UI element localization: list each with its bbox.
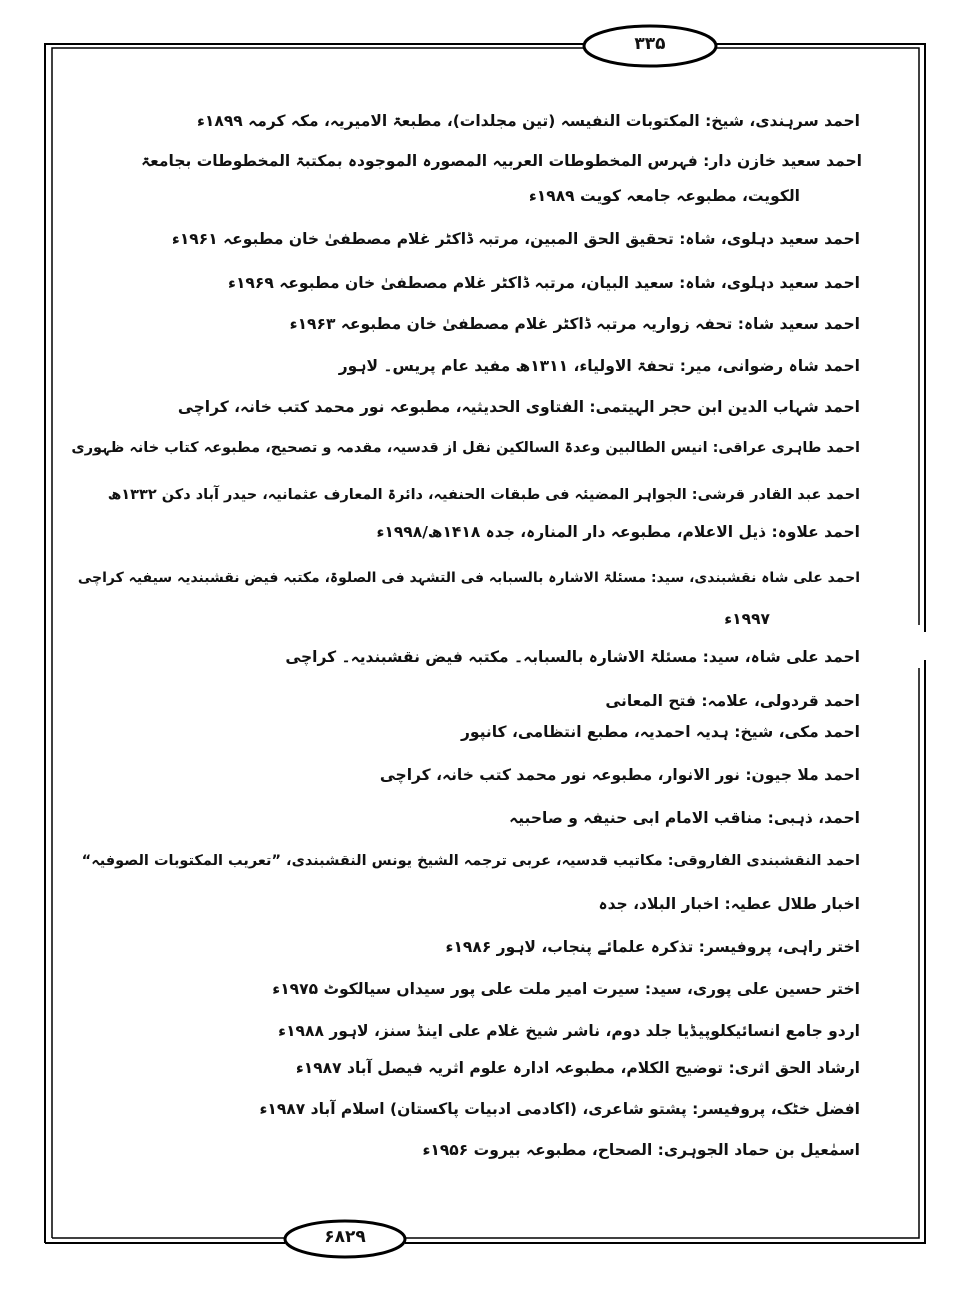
entry-20: اختر حسین علی پوری، سید: سیرت امیر ملت علی پور سیداں سیالکوٹ ۱۹۷۵ء	[272, 980, 860, 998]
entry-15: احمد ملا جیون: نور الانوار، مطبوعہ نور محمد کتب خانہ، کراچی	[379, 766, 860, 784]
entry-6: احمد شاہ رضوانی، میر: تحفۃ الاولیاء، ۱۳۱۱ھ مفید عام پریس۔ لاہور	[338, 357, 860, 375]
entry-2-continuation: الکویت، مطبوعہ جامعہ کویت ۱۹۸۹ء	[528, 187, 800, 205]
bottom-page-number: ۶۸۲۹	[324, 1227, 366, 1247]
entry-4: احمد سعید دہلوی، شاہ: سعید البیان، مرتبہ ڈاکٹر غلام مصطفیٰ خان مطبوعہ ۱۹۶۹ء	[228, 274, 860, 292]
entry-7: احمد شہاب الدین ابن حجر الہیتمی: الفتاوی الحدیثیہ، مطبوعہ نور محمد کتب خانہ، کراچی	[177, 398, 860, 416]
entry-12: احمد علی شاہ، سید: مسئلۃ الاشارہ بالسبابہ۔ مکتبہ فیض نقشبندیہ۔ کراچی	[285, 648, 860, 666]
entry-2: احمد سعید خازن دار: فہرس المخطوطات العربیہ المصورہ الموجودہ بمکتبۃ المخطوطات بجامعۃ	[141, 152, 862, 170]
entry-11: احمد علی شاہ نقشبندی، سید: مسئلۃ الاشارہ بالسبابہ فی التشہد فی الصلوۃ، مکتبہ فیض نقشبندیہ سیفیہ کراچی	[77, 570, 860, 586]
top-page-number: ۳۳۵	[634, 34, 666, 54]
entry-18: اخبار طلال عطیہ: اخبار البلاد، جدہ	[598, 895, 860, 913]
entry-16: احمد، ذہبی: مناقب الامام ابی حنیفہ و صاحبیہ	[509, 809, 860, 827]
top-border-right	[716, 44, 925, 632]
entry-14: احمد مکی، شیخ: ہدیہ احمدیہ، مطبع انتظامی، کانپور	[460, 723, 860, 741]
entry-11-continuation: ۱۹۹۷ء	[724, 610, 770, 628]
entry-8: احمد طاہری عراقی: انیس الطالبین وعدۃ السالکین نقل از قدسیہ، مقدمہ و تصحیح، مطبوعہ کتاب خانہ ظہوری	[71, 440, 860, 456]
entry-24: اسمٰعیل بن حماد الجوہری: الصحاح، مطبوعہ بیروت ۱۹۵۶ء	[422, 1141, 860, 1159]
entry-3: احمد سعید دہلوی، شاہ: تحقیق الحق المبین، مرتبہ ڈاکٹر غلام مصطفیٰ خان مطبوعہ ۱۹۶۱ء	[171, 230, 860, 248]
entry-5: احمد سعید شاہ: تحفہ زواریہ مرتبہ ڈاکٹر غلام مصطفیٰ خان مطبوعہ ۱۹۶۳ء	[289, 315, 860, 333]
entry-17: احمد النقشبندی الفاروقی: مکاتیب قدسیہ، عربی ترجمہ الشیخ یونس النقشبندی، ”تعریب المکتوبات الصوفیہ“	[81, 853, 860, 869]
entry-9: احمد عبد القادر قرشی: الجواہر المضیئہ فی طبقات الحنفیہ، دائرۃ المعارف عثمانیہ، حیدر آباد دکن ۱۳۳۲ھ	[107, 487, 860, 503]
entry-10: احمد علاوہ: ذیل الاعلام، مطبوعہ دار المنارہ، جدہ ۱۴۱۸ھ/۱۹۹۸ء	[376, 523, 860, 541]
entry-22: ارشاد الحق اثری: توضیح الکلام، مطبوعہ ادارہ علوم اثریہ فیصل آباد ۱۹۸۷ء	[295, 1059, 860, 1077]
entry-23: افضل خٹک، پروفیسر: پشتو شاعری، (اکادمی ادبیات پاکستان) اسلام آباد ۱۹۸۷ء	[259, 1100, 860, 1118]
entry-21: اردو جامع انسائیکلوپیڈیا جلد دوم، ناشر شیخ غلام علی اینڈ سنز، لاہور ۱۹۸۸ء	[278, 1022, 860, 1040]
entry-19: اختر راہی، پروفیسر: تذکرہ علمائے پنجاب، لاہور ۱۹۸۶ء	[445, 938, 860, 956]
entry-1: احمد سرہندی، شیخ: المکتوبات النفیسہ (تین مجلدات)، مطبعۃ الامیریہ، مکہ کرمہ ۱۸۹۹ء	[196, 112, 860, 130]
entry-13: احمد قردولی، علامہ: فتح المعانی	[605, 692, 860, 710]
